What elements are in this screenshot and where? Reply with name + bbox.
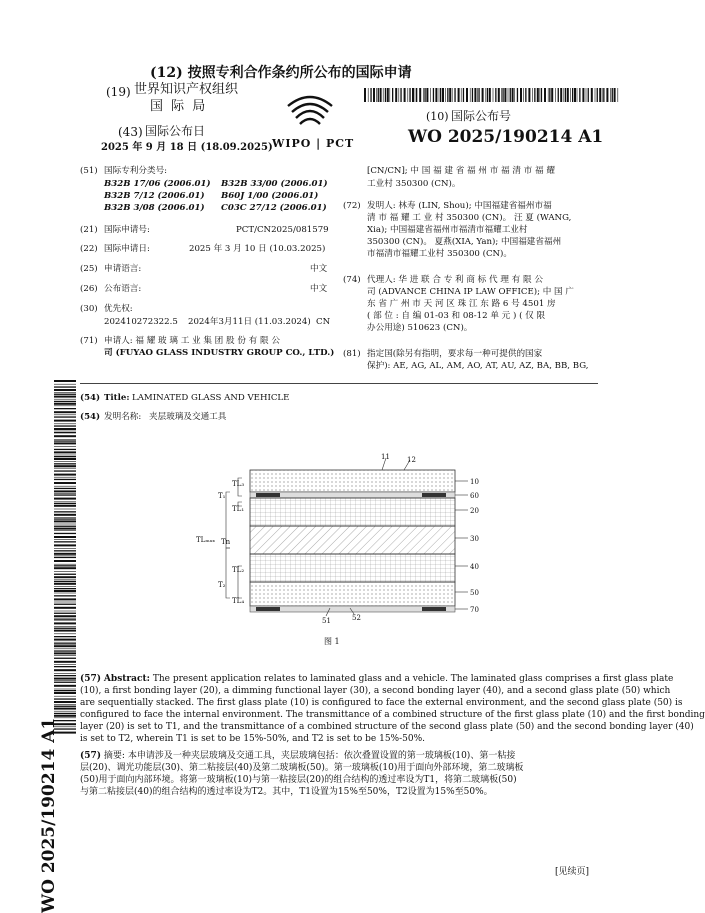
lang-label: 申请语言: xyxy=(104,264,142,274)
agent-line: 司 (ADVANCE CHINA IP LAW OFFICE); 中 国 广 xyxy=(367,287,574,297)
states-line: 指定国(除另有指明，要求每一种可提供的国家 xyxy=(367,349,543,359)
ipc-row xyxy=(104,203,205,215)
fig-label-tn: Tn xyxy=(221,538,231,546)
priority-date: 2024年3月11日 (11.03.2024) xyxy=(188,317,311,327)
bonding-layer-20 xyxy=(250,498,455,526)
side-pubno: WO 2025/190214 A1 xyxy=(39,717,59,913)
fig-label-11: 11 xyxy=(381,453,390,461)
org-code: (19) xyxy=(106,85,131,99)
lang-code: (25) xyxy=(80,264,98,274)
priority-label: 优先权: xyxy=(104,304,133,314)
wipo-logo-text: WIPO | PCT xyxy=(272,137,355,150)
abstract-cn-line: 层(20)、调光功能层(30)、第二粘接层(40)及第二玻璃板(50)。第一玻璃板(10)用于面向外部环境，第二玻璃板 xyxy=(80,763,524,773)
agent-line: 代理人: 华 进 联 合 专 利 商 标 代 理 有 限 公 xyxy=(367,275,543,285)
wipo-logo xyxy=(280,90,340,135)
fig-label-t1: T₁ xyxy=(218,492,226,500)
title-en-value: LAMINATED GLASS AND VEHICLE xyxy=(132,393,290,403)
agent-code: (74) xyxy=(343,275,361,285)
appno-code: (21) xyxy=(80,225,98,235)
ipc-row xyxy=(221,191,318,203)
ipc-row xyxy=(104,179,211,191)
title-en-label: Title: xyxy=(104,393,130,403)
fig-label-52: 52 xyxy=(352,614,361,622)
appno-value: PCT/CN2025/081579 xyxy=(236,225,329,235)
pubno-value: WO 2025/190214 A1 xyxy=(408,127,604,147)
fig-label-t2: T₂ xyxy=(218,581,226,589)
fig-label-tlmax: TLₘₐₓ xyxy=(196,536,216,544)
abstract-en-code: (57) xyxy=(80,674,102,684)
abstract-en-line: layer (20) is set to T1, and the transmittance of a combined structure of the second glass plate (50) and the second bonding layer (40) xyxy=(80,722,694,732)
org-sub: 国 际 局 xyxy=(150,99,208,114)
abstract-en-line: The present application relates to laminated glass and a vehicle. The laminated glass comprises a first glass plate xyxy=(152,674,674,684)
inventor-code: (72) xyxy=(343,201,361,211)
abstract-cn xyxy=(80,750,600,798)
priority-country: CN xyxy=(316,317,331,327)
title-cn-code: (54) xyxy=(80,412,101,422)
pubdate-code: (43) xyxy=(118,125,143,139)
inventor-line: 清 市 福 耀 工 业 村 350300 (CN)。 汪 夏 (WANG, xyxy=(367,213,572,223)
applicant-code: (71) xyxy=(80,336,98,346)
inventor-line: 市福清市福耀工业村 350300 (CN)。 xyxy=(367,249,513,259)
fig-label-tl4: TL₄ xyxy=(232,597,245,605)
ipc-row xyxy=(221,179,328,191)
abstract-en-line: configured to face the internal environment. The transmittance of a combined structure of the first glass plate (10) and the first bonding xyxy=(80,710,705,720)
publang-label: 公布语言: xyxy=(104,284,142,294)
ipc-class: B32B 3/08 (2006.01) xyxy=(104,203,205,213)
appno-label: 国际申请号: xyxy=(104,225,150,235)
fig-label-60: 60 xyxy=(470,492,479,500)
filing-code: (22) xyxy=(80,244,98,254)
side-barcode xyxy=(54,380,76,734)
fig-label-12: 12 xyxy=(407,456,416,464)
top-barcode xyxy=(364,88,620,102)
ipc-class: B60J 1/00 (2006.01) xyxy=(221,191,319,201)
states-code: (81) xyxy=(343,349,361,359)
abstract-cn-label: 摘要: xyxy=(103,751,125,761)
glass-plate-50 xyxy=(250,582,455,606)
lang-value: 中文 xyxy=(310,264,328,274)
ipc-row xyxy=(104,191,205,203)
fig-label-tl2: TL₂ xyxy=(232,566,245,574)
inventor-line: 350300 (CN)。 夏燕(XIA, Yan); 中国福建省福州 xyxy=(367,237,562,247)
continued-marker: [见续页] xyxy=(555,867,590,877)
glass-plate-10 xyxy=(250,470,455,492)
ipc-class: B32B 7/12 (2006.01) xyxy=(104,191,205,201)
fig-label-30: 30 xyxy=(470,535,479,543)
ipc-class: B32B 33/00 (2006.01) xyxy=(221,179,328,189)
address-line: [CN/CN]; 中 国 福 建 省 福 州 市 福 清 市 福 耀 xyxy=(367,166,555,176)
pubdate-label: 国际公布日 xyxy=(145,124,206,138)
abstract-en-label: Abstract: xyxy=(103,674,150,684)
ipc-code: (51) xyxy=(80,166,98,176)
section-divider xyxy=(80,383,598,384)
priority-code: (30) xyxy=(80,304,98,314)
priority-number: 202410272322.5 xyxy=(104,317,178,327)
abstract-en-line: is set to T2, wherein T1 is set to be 15%-50%, and T2 is set to be 15%-50%. xyxy=(80,734,426,744)
agent-line: 东 省 广 州 市 天 河 区 珠 江 东 路 6 号 4501 房 xyxy=(367,299,556,309)
abstract-en xyxy=(80,673,705,745)
org-name: 世界知识产权组织 xyxy=(134,82,239,97)
fig-label-tl3: TL₃ xyxy=(232,480,245,488)
agent-line: ( 部 位 : 自 编 01-03 和 08-12 单 元 ) ( 仅 限 xyxy=(367,311,546,321)
address-line: 工业村 350300 (CN)。 xyxy=(367,179,461,189)
abstract-cn-line: (50)用于面向内部环境。将第一玻璃板(10)与第一粘接层(20)的组合结构的透过率设为T1，将第二玻璃板(50) xyxy=(80,775,517,785)
pubdate-value: 2025 年 9 月 18 日 (18.09.2025) xyxy=(101,142,273,153)
publang-code: (26) xyxy=(80,284,98,294)
title-en-code: (54) xyxy=(80,393,101,403)
figure-caption: 图 1 xyxy=(324,637,340,646)
states-line: 保护): AE, AG, AL, AM, AO, AT, AU, AZ, BA, BB, BG, xyxy=(367,361,589,371)
fig-label-51: 51 xyxy=(322,617,331,625)
ipc-class: C03C 27/12 (2006.01) xyxy=(221,203,327,213)
filing-label: 国际申请日: xyxy=(104,244,150,254)
ipc-class: B32B 17/06 (2006.01) xyxy=(104,179,211,189)
inventor-line: Xia); 中国福建省福州市福清市福耀工业村 xyxy=(367,225,528,235)
abstract-cn-code: (57) xyxy=(80,751,102,761)
fig-label-tl1: TL₁ xyxy=(232,505,245,513)
fig-label-40: 40 xyxy=(470,563,479,571)
fig-label-50: 50 xyxy=(470,589,479,597)
title-cn-label: 发明名称: xyxy=(104,412,142,422)
abstract-en-line: (10), a first bonding layer (20), a dimming functional layer (30), a second bonding layer (40), and a second glass plate (50) which xyxy=(80,686,671,696)
document-title: (12) 按照专利合作条约所公布的国际申请 xyxy=(150,65,412,81)
abstract-cn-line: 与第二粘接层(40)的组合结构的透过率设为T2。其中，T1设置为15%至50%，T2设置为15%至50%。 xyxy=(80,787,493,797)
publang-value: 中文 xyxy=(310,284,328,294)
abstract-en-line: are sequentially stacked. The first glass plate (10) is configured to face the external environment, and the second glass plate (50) is xyxy=(80,698,683,708)
inventor-line: 发明人: 林寿 (LIN, Shou); 中国福建省福州市福 xyxy=(367,201,552,211)
fig-label-10: 10 xyxy=(470,478,479,486)
filing-value: 2025 年 3 月 10 日 (10.03.2025) xyxy=(189,244,326,254)
ipc-label: 国际专利分类号: xyxy=(104,166,168,176)
applicant-line: 司 (FUYAO GLASS INDUSTRY GROUP CO., LTD.) xyxy=(104,348,335,358)
ipc-row xyxy=(221,203,327,215)
pubno-label: 国际公布号 xyxy=(451,109,512,123)
agent-line: 办公用途) 510623 (CN)。 xyxy=(367,323,473,333)
fig-label-70: 70 xyxy=(470,606,479,614)
bonding-layer-40 xyxy=(250,554,455,582)
title-cn-value: 夹层玻璃及交通工具 xyxy=(149,412,227,422)
fig-label-20: 20 xyxy=(470,507,479,515)
dimming-layer-30 xyxy=(250,526,455,554)
pubno-code: (10) xyxy=(426,110,449,123)
applicant-line: 申请人: 福 耀 玻 璃 工 业 集 团 股 份 有 限 公 xyxy=(104,336,280,346)
abstract-cn-line: 本申请涉及一种夹层玻璃及交通工具，夹层玻璃包括：依次叠置设置的第一玻璃板(10)、第一粘接 xyxy=(127,751,516,761)
